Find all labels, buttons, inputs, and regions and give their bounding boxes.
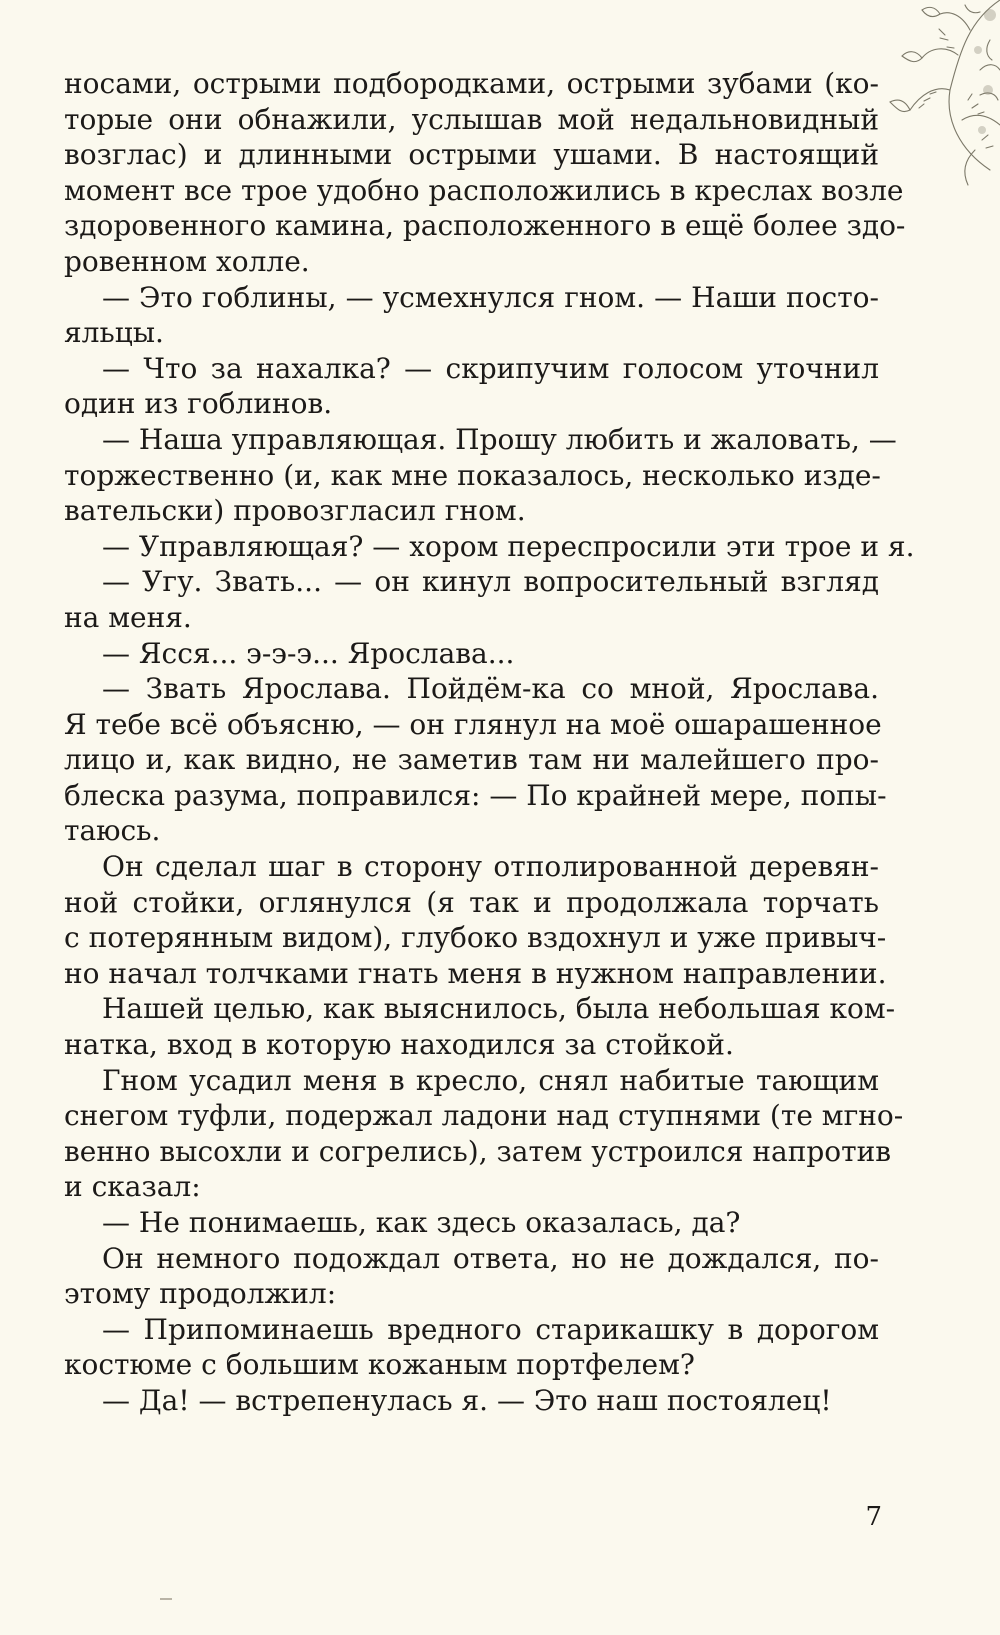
text-line: снегом туфли, подержал ладони над ступнями (те мгно- [64,1099,904,1133]
text-line: — Да! — встрепенулась я. — Это наш постоялец! [102,1383,832,1417]
text-line: яльцы. [64,316,164,350]
text-line: — Что за нахалка? — скрипучим голосом уточнил [102,351,879,385]
text-line: таюсь. [64,814,161,848]
text-line: но начал толчками гнать меня в нужном направлении. [64,956,887,990]
text-line: вательски) провозгласил гном. [64,494,526,528]
text-line: ной стойки, оглянулся (я так и продолжала торчать [64,885,879,919]
text-line: костюме с большим кожаным портфелем? [64,1348,695,1382]
text-line: Я тебе всё объясню, — он глянул на моё ошарашенное [64,707,882,741]
text-line: Он немного подождал ответа, но не дождался, по- [102,1241,879,1275]
text-line: Гном усадил меня в кресло, снял набитые тающим [102,1063,879,1097]
text-line: Нашей целью, как выяснилось, была небольшая ком- [102,992,896,1026]
text-line: момент все трое удобно расположились в креслах возле [64,173,904,207]
body-text [64,66,915,1419]
text-line: — Звать Ярослава. Пойдём-ка со мной, Ярослава. [102,672,879,706]
text-line: натка, вход в которую находился за стойкой. [64,1028,734,1062]
text-line: с потерянным видом), глубоко вздохнул и уже привыч- [64,921,887,955]
page-number: 7 [865,1502,882,1532]
text-line: лицо и, как видно, не заметив там ни малейшего про- [64,743,879,777]
text-line: венно высохли и согрелись), затем устроился напротив [64,1134,892,1168]
text-line: Он сделал шаг в сторону отполированной деревян- [102,850,879,884]
text-line: на меня. [64,600,192,634]
text-line: — Наша управляющая. Прошу любить и жаловать, — [102,422,897,456]
text-line: — Не понимаешь, как здесь оказалась, да? [102,1206,741,1239]
text-line: — Это гоблины, — усмехнулся гном. — Наши посто- [102,280,879,314]
bottom-mark [160,1598,172,1600]
text-line: возглас) и длинными острыми ушами. В настоящий [64,138,879,172]
text-line: — Угу. Звать... — он кинул вопросительный взгляд [102,565,879,599]
text-line: торые они обнажили, услышав мой недальновидный [64,102,879,136]
text-line: один из гоблинов. [64,387,333,421]
text-line: — Управляющая? — хором переспросили эти трое и я. [102,529,915,563]
text-line: — Припоминаешь вредного старикашку в дорогом [102,1312,879,1346]
text-line: торжественно (и, как мне показалось, несколько изде- [64,458,881,492]
text-line: здоровенного камина, расположенного в ещё более здо- [64,209,906,243]
text-line: — Ясся... э-э-э... Ярослава... [102,636,515,670]
text-line: и сказал: [64,1170,201,1204]
text-line: блеска разума, поправился: — По крайней мере, попы- [64,778,887,812]
text-line: ровенном холле. [64,244,310,278]
text-line: этому продолжил: [64,1277,337,1311]
text-line: носами, острыми подбородками, острыми зубами (ко- [64,67,879,100]
